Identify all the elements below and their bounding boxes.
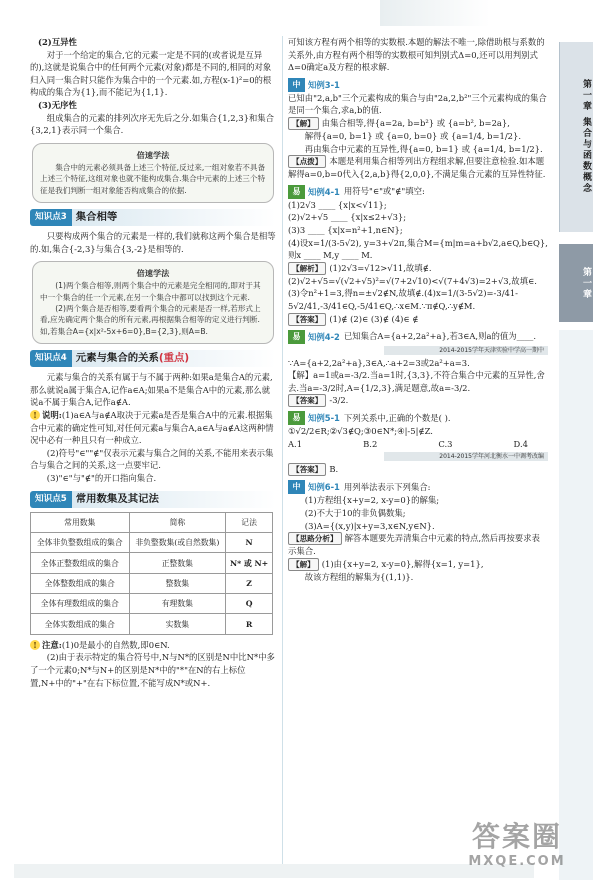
table-row [31,614,273,634]
ex41-answer-text: (1)∉ (2)∈ (3)∉ (4)∈ ∉ [329,313,419,324]
kp4-note-3: (3)"∈"与"∉"的开口指向集合. [46,472,157,483]
note2-1-text: (1)0是最小的自然数,即0∈N. [61,639,170,650]
table-cell: 整数集 [129,573,226,593]
kp4-note-1 [30,409,276,447]
ex41-solution-tag: 【解析】 [288,262,326,275]
knowledge-point-3-header [30,209,276,226]
table-row [31,553,273,573]
ex61-item-1: (1)方程组{x+y=2, x-y=0}的解集; [304,495,440,506]
table-row [31,532,273,552]
ex42-answer-tag: 【答案】 [288,394,326,407]
left-column [30,36,276,689]
ex42-question: 已知集合A={a+2,2a²+a},若3∈A,则a的值为____. [343,331,536,342]
table-cell: Z [226,573,273,593]
ex41-item-1: (1)2√3 ____ {x|x<√11}; [288,199,387,210]
ex61-label: 知例6-1 [308,482,340,493]
ex61-solution-text: (1)由{x+y=2, x-y=0},解得{x=1, y=1}, [321,558,484,569]
ex41-answer [288,313,548,326]
table-cell: R [226,614,273,634]
table-cell: 非负整数集(或自然数集) [129,532,226,552]
ex41-item-2: (2)√2+√5 ____ {x|x≤2+√3}; [288,212,407,223]
ex31-step-3: 再由集合中元素的互异性,得{a=0, b=1} 或 {a=1/4, b=1/2}. [304,143,543,154]
ex31-step-1-text: 由集合相等,得{a=2a, b=b²} 或 {a=b², b=2a}, [321,117,510,128]
ex51-answer [288,463,548,476]
ex51-source: 2014-2015学年河北衡水一中调考改编 [384,452,548,461]
ex51-option-a: A.1 [288,438,303,449]
kp4-note-1-text: (1)a∈A与a∉A取决于元素a是否是集合A中的元素.根据集合中元素的确定性可知,对任何元素a与集合A,a∈A与a∉A这两种情况中必有一种且只有一种成立. [30,409,274,446]
tip-title-1: 倍速学法 [136,149,170,160]
tip-text-2a: (1)两个集合相等,则两个集合中的元素是完全相同的,即对于其中一个集合的任一个元素,在另一个集合中都可以找到这个元素. [40,281,261,302]
kp5-title: 常用数集及其记法 [72,491,276,508]
kp3-title: 集合相等 [72,209,276,226]
kp4-note-2: (2)符号"∈""∉"仅表示元素与集合之间的关系,不能用来表示集合与集合之间的关系,这一点要牢记. [30,447,274,471]
ex61-item-3: (3)A={(x,y)|x+y=3,x∈N,y∈N}. [304,520,435,531]
intro-paragraph: 可知该方程有两个相等的实数根.本题的解法不唯一,除借助根与系数的关系外,由方程有两个相等的实数根可知判别式Δ=0,还可以用判别式Δ=0确定a及方程的根求解. [288,37,545,73]
table-cell: N* 或 N+ [226,553,273,573]
kp4-paragraph: 元素与集合的关系有属于与不属于两种:如果a是集合A的元素,那么就说a属于集合A,记作a∈A;如果a不是集合A中的元素,那么就说a不属于集合A,记作a∉A. [30,372,273,408]
ex31-step-1 [288,117,548,130]
ex41-item-4: (4)设x=1/(3-5√2), y=3+√2π,集合M={m|m=a+b√2,a∈Q,b∈Q},则x ____ M,y ____ M. [288,237,548,261]
ex31-solution-tag: 【解】 [288,117,319,130]
ex31-label: 知例3-1 [308,79,340,90]
level-easy-badge: 易 [288,330,305,344]
kp4-title-wrap [72,350,276,367]
ex61-think [288,532,548,558]
ex41-item-3: (3)3 ____ {x|x=n²+1,n∈N}; [288,224,403,235]
ex31-tip [288,155,548,181]
table-cell: 全体非负整数组成的集合 [31,532,130,552]
ex61-item-2: (2)不大于10的非负偶数集; [304,508,406,519]
ex42-step-1: ∵A={a+2,2a²+a},3∈A,∴a+2=3或2a²+a=3. [288,357,470,368]
table-cell: 全体整数组成的集合 [31,573,130,593]
ex61-solution-tag: 【解】 [288,558,319,571]
example-6-1-header [288,480,548,494]
table-cell: 实数集 [129,614,226,634]
table-row [31,573,273,593]
right-column [288,36,548,583]
tip-text-1: 集合中的元素必须具备上述三个特征,反过来,一组对象若不具备上述三个特征,这组对象也就不能构成集合.集合中元素的上述三个特征是我们判断一组对象能否构成集合的依据. [40,162,266,195]
mutual-title: (2)互异性 [38,37,77,47]
note2-2: (2)由于表示特定的集合符号中,N与N*的区别是N中比N*中多了一个元素0;N*与N+的区别是N*中的"*"在N的右上标位置,N+中的"+"在右下标位置,不能写成N*或N+. [30,652,275,688]
ex61-think-tag: 【思路分析】 [288,532,342,545]
tip-text-2b: (2)两个集合是否相等,要看两个集合的元素是否一样,若形式上看,应先确定两个集合的所有元素,再根据集合相等的定义进行判断.如,若集合A={x|x²-5x+6=0},B={2,3},则A=B. [40,303,261,336]
table-header: 常用数集 [31,512,130,532]
table-cell: N [226,532,273,552]
ex31-question: 已知由"2,a,b"三个元素构成的集合与由"2a,2,b²"三个元素构成的集合是同一个集合,求a,b的值. [288,92,547,116]
ex51-option-d: D.4 [513,438,528,449]
kp4-title: 元素与集合的关系 [75,352,159,365]
ex51-option-c: C.3 [438,438,453,449]
table-cell: 有理数集 [129,594,226,614]
unorder-title: (3)无序性 [38,99,77,110]
ex51-answer-tag: 【答案】 [288,463,326,476]
watermark-line-2: MXQE.COM [468,854,566,869]
unorder-paragraph: 组成集合的元素的排列次序无先后之分.如集合{1,2,3}和集合{3,2,1}表示同一个集合. [30,112,275,136]
kp4-note-label: 说明: [42,409,62,420]
exclamation-icon: ! [30,410,40,420]
ex31-step-2: 解得{a=0, b=1} 或 {a=0, b=0} 或 {a=1/4, b=1/2}. [304,130,521,141]
ex51-options [288,438,548,451]
table-header: 记法 [226,512,273,532]
column-divider [282,36,283,876]
table-cell: 全体有理数组成的集合 [31,594,130,614]
knowledge-point-5-header [30,491,276,508]
example-3-1-header [288,78,548,92]
ex42-label: 知例4-2 [308,331,340,342]
ex41-solution-text: (1)2√3=√12>√11,故填∉.(2)√2+√5=√(√2+√5)²=√(7+2√10)<√(7+4√3)=2+√3,故填∈.(3)令n²+1=3,得n=±√2∉N,故填∉.(4)x=1/(3-5√2)=-3/41-5√2/41,-3/41∈Q,-5/41∈Q,∴x∈M.∵π∉Q,∴y∉M. [288,262,537,311]
knowledge-point-4-header [30,350,276,367]
table-cell: Q [226,594,273,614]
ex41-label: 知例4-1 [308,186,340,197]
side-stripe [559,330,593,880]
chapter-side-tab[interactable]: 第一章 集合与函数概念 [559,42,593,232]
level-middle-badge: 中 [288,78,305,92]
ex41-answer-tag: 【答案】 [288,313,326,326]
ex42-answer-text: -3/2. [329,395,349,406]
example-4-1-header [288,185,548,199]
note2-1 [30,639,276,652]
table-row [31,594,273,614]
table-header: 简称 [129,512,226,532]
ex51-option-b: B.2 [363,438,378,449]
ex61-solution-2: 故该方程组的解集为{(1,1)}. [304,571,414,582]
watermark-logo [452,820,582,878]
exclamation-icon: ! [30,640,40,650]
table-header-row [31,512,273,532]
watermark-line-1: 答案圈 [471,820,562,853]
table-cell: 全体实数组成的集合 [31,614,130,634]
ex61-question: 用列举法表示下列集合: [343,482,431,493]
ex51-label: 知例5-1 [308,413,340,424]
ex51-answer-text: B. [329,464,339,475]
kp4-tag: 知识点4 [30,350,72,367]
tip-box-1 [32,143,274,203]
table-cell: 全体正整数组成的集合 [31,553,130,573]
chapter-short-tab[interactable]: 第一章 [559,244,593,322]
kp3-tag: 知识点3 [30,209,72,226]
kp4-importance: (重点) [158,352,190,365]
kp3-paragraph: 只要构成两个集合的元素是一样的,我们就称这两个集合是相等的.如,集合{-2,3}与集合{3,-2}是相等的. [30,230,276,254]
level-middle-badge: 中 [288,480,305,494]
tip-box-2 [32,261,274,344]
note2-label: 注意: [42,639,62,650]
mutual-paragraph: 对于一个给定的集合,它的元素一定是不同的(或者说是互异的),这就是说集合中的任何两个元素(对象)都是不同的,相同的对象归入同一集合时只能作为集合中的一个元素.如,方程(x-1)²=0的根构成的集合为{1},而不能记为{1,1}. [30,49,272,98]
tip-title-2: 倍速学法 [136,268,170,279]
ex61-think-text: 解答本题要先弄清集合中元素的特点,然后再按要求表示集合. [288,533,540,557]
ex31-tip-tag: 【点拨】 [288,155,326,168]
kp5-tag: 知识点5 [30,491,72,508]
ex51-items: ①√2/2∈R;②√3∉Q;③0∈N*;④|-5|∉Z. [288,426,433,437]
ex42-source: 2014-2015学年天津实验中学高一期中 [384,346,548,355]
ex31-tip-text: 本题是利用集合相等列出方程组求解,但要注意检验.如本题解得a=0,b=0代入{2,a,b}得{2,0,0},不满足集合元素的互异性特征. [288,156,546,180]
number-set-table [30,512,273,635]
ex42-step-2: 【解】a=1或a=-3/2.当a=1时,{3,3},不符合集合中元素的互异性,舍去.当a=-3/2时,A={1/2,3},满足题意,故a=-3/2. [288,370,545,393]
example-4-2-header [288,330,548,344]
ex42-answer [288,394,548,407]
ex61-solution [288,558,548,571]
ex51-question: 下列关系中,正确的个数是( ). [343,412,451,423]
level-easy-badge: 易 [288,411,305,425]
example-5-1-header [288,411,548,425]
ex41-solution [288,262,548,313]
table-cell: 正整数集 [129,553,226,573]
ex41-question: 用符号"∈"或"∉"填空: [343,186,425,197]
level-easy-badge: 易 [288,185,305,199]
header-brush-decoration [380,0,490,26]
